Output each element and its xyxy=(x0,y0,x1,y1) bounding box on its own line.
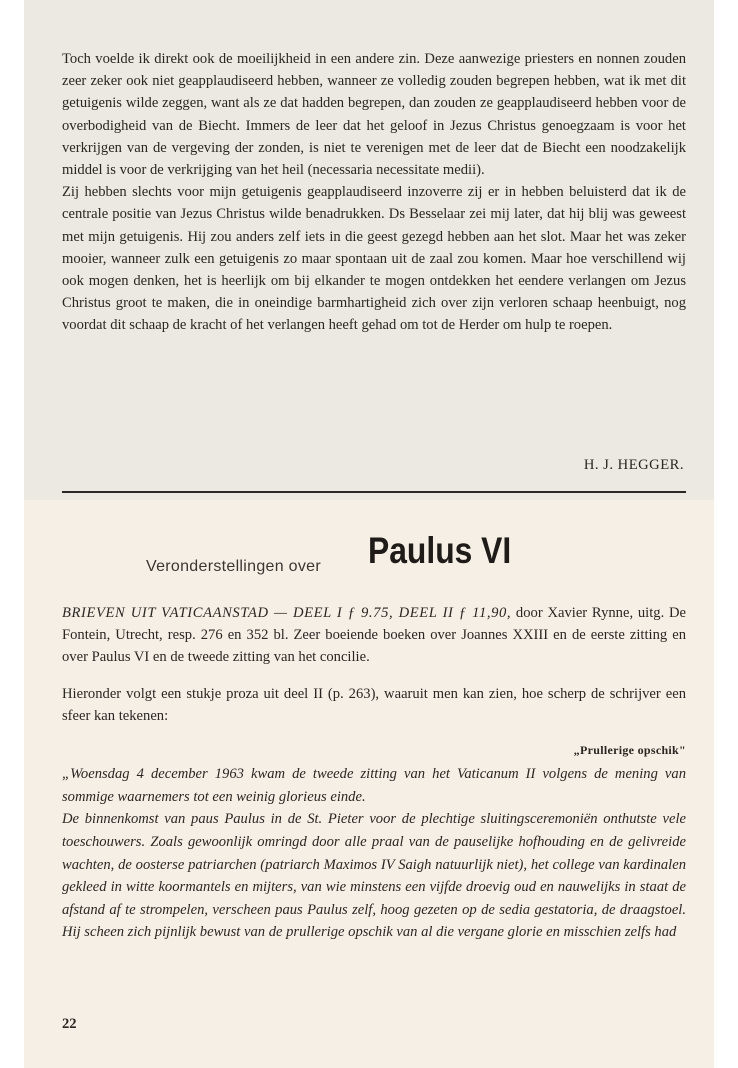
magazine-page xyxy=(24,0,714,1068)
spacer xyxy=(62,669,686,683)
intro-paragraph: Hieronder volgt een stukje proza uit deel II (p. 263), waaruit men kan zien, hoe scherp de schrijver een sfeer kan tekenen: xyxy=(62,685,686,724)
article-testimony-panel xyxy=(24,0,714,500)
quote-paragraph: De binnenkomst van paus Paulus in de St. Pieter voor de plechtige sluitingsceremoniën onthutste vele toeschouwers. Zoals gewoonlijk omringd door alle praal van de pauselijke hofhouding en de gelivreide wachten, de oosterse patriarchen (patriarch Maximos IV Saigh natuurlijk niet), het college van kardinalen gekleed in witte koormantels en mijters, van wie minstens een vijfde droevig oud en nauwelijks in staat de afstand af te strompelen, verscheen paus Paulus zelf, hoog gezeten op de sedia gestatoria, de draagstoel. Hij scheen zich pijnlijk bewust van de prullerige opschik van al die vergane glorie en misschien zelfs had xyxy=(62,811,686,941)
author-signature: H. J. HEGGER. xyxy=(583,457,684,473)
section-divider xyxy=(62,491,686,493)
book-reference-title: BRIEVEN UIT VATICAANSTAD — DEEL I ƒ 9.75, DEEL II ƒ 11,90, xyxy=(62,605,512,621)
page-number: 22 xyxy=(62,1016,77,1032)
paragraph: Toch voelde ik direkt ook de moeilijkheid in een andere zin. Deze aanwezige priesters en nonnen zouden zeer zeker ook niet geapplaudiseerd hebben, wanneer ze volledig zouden begrepen hebben, wat ik met dit getuigenis wilde zeggen, want als ze dat hadden begrepen, dan zouden ze geapplaudiseerd hebben voor de overbodigheid van de Biecht. Immers de leer dat het geloof in Jezus Christus genoegzaam is voor het verkrijgen van de vergeving der zonden, is niet te verenigen met de leer dat de Biecht een noodzakelijk middel is voor de verkrijging van het heil (necessaria necessitate medii). xyxy=(62,51,686,179)
article-testimony-body xyxy=(62,48,686,337)
quote-paragraph: „Woensdag 4 december 1963 kwam de tweede zitting van het Vaticanum II volgens de mening van sommige waarnemers tot een weinig glorieus einde. xyxy=(62,766,686,805)
book-reference xyxy=(62,602,686,669)
quote-title: „Prullerige opschik" xyxy=(573,743,686,758)
article-paulus-body xyxy=(62,602,686,944)
article-heading-title: Paulus VI xyxy=(368,530,512,571)
book-reference-text: door Xavier Rynne, uitg. De Fontein, Utrecht, resp. 276 en 352 bl. Zeer boeiende boeken over Joannes XXIII en de eerste zitting en over Paulus VI en de tweede zitting van het concilie. xyxy=(62,605,687,666)
article-heading-prefix: Veronderstellingen over xyxy=(146,558,322,575)
paragraph: Zij hebben slechts voor mijn getuigenis geapplaudiseerd inzoverre zij er in hebben beluisterd dat ik de centrale positie van Jezus Christus wilde benadrukken. Ds Besselaar zei mij later, dat hij blij was geweest met mijn getuigenis. Hij zou anders zelf iets in die geest gezegd hebben aan het slot. Maar het was zeker mooier, wanneer zulk een getuigenis zo maar spontaan uit de zaal zou komen. Maar hoe verschillend wij ook mogen denken, het is heerlijk om bij elkander te mogen ontdekken het eendere verlangen om Jezus Christus groot te maken, die in oneindige barmhartigheid zich over zijn verloren schaap heenbuigt, nog voordat dit schaap de kracht of het verlangen heeft gehad om tot de Herder om hulp te roepen. xyxy=(62,184,686,334)
